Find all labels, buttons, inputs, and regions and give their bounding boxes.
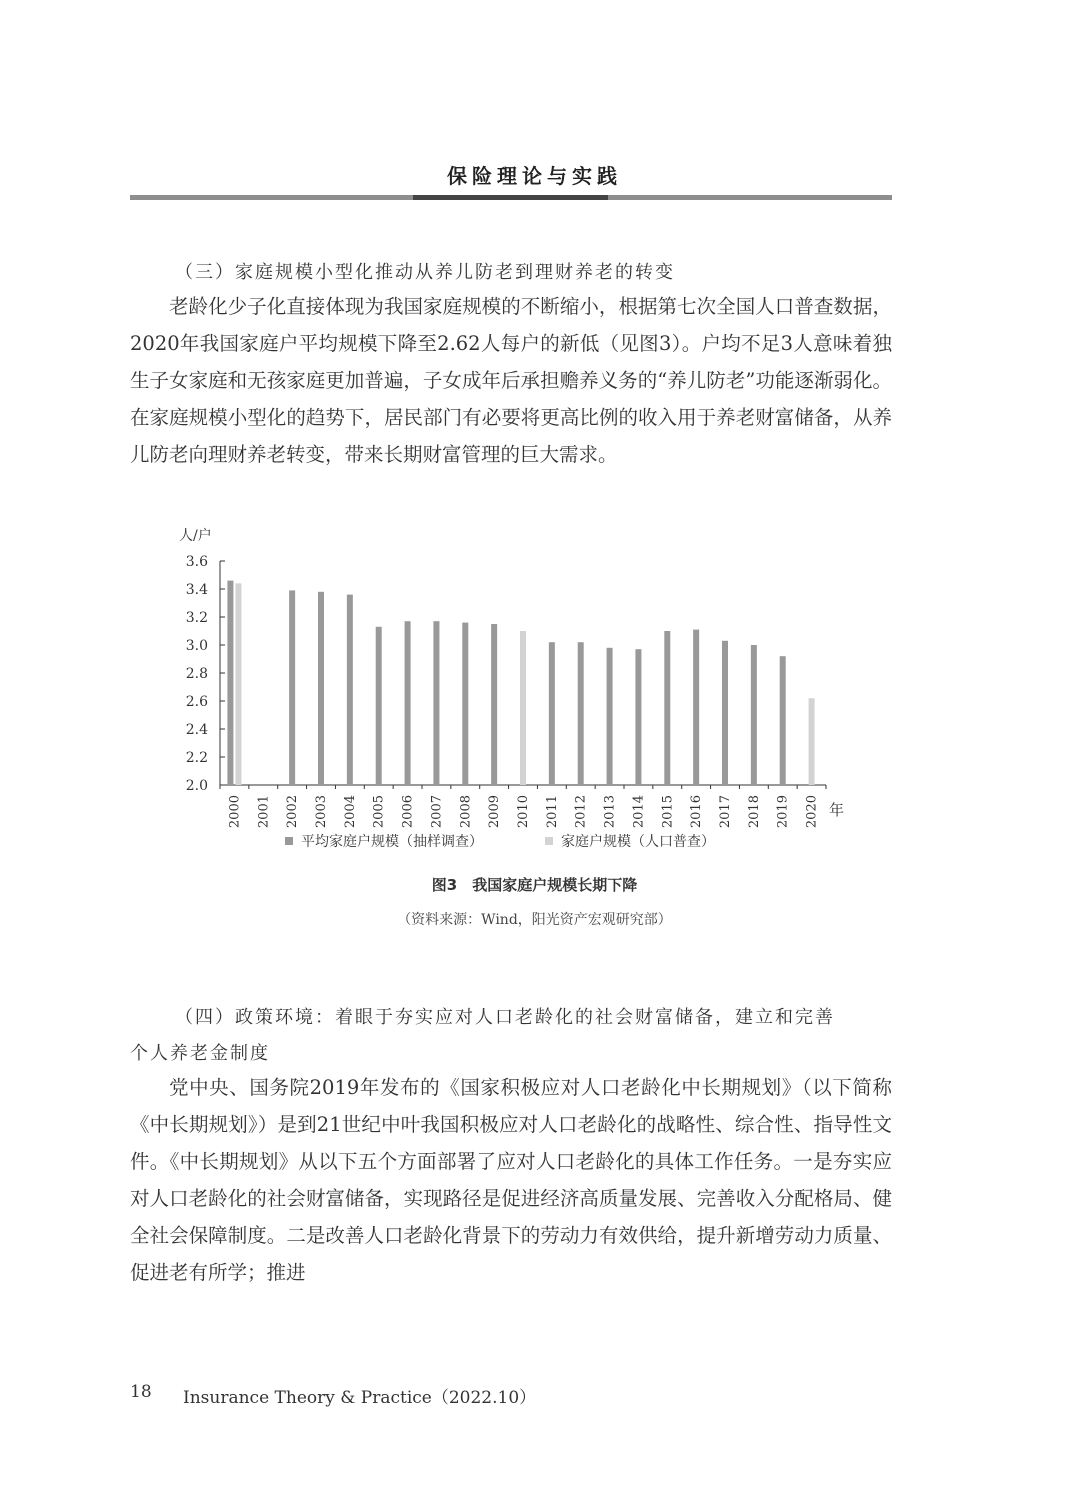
bar-sample-survey <box>751 645 757 785</box>
legend-label-census: 家庭户规模（人口普查） <box>561 834 715 850</box>
bar-sample-survey <box>607 648 613 785</box>
y-tick-label: 3.0 <box>185 638 208 654</box>
section-heading-4-line2: 个人养老金制度 <box>130 1043 270 1064</box>
x-tick-label: 2011 <box>544 795 560 829</box>
page-number: 18 <box>130 1382 152 1402</box>
header-rule-accent <box>413 195 608 200</box>
legend-swatch-census <box>545 837 553 845</box>
legend-label-sample-survey: 平均家庭户规模（抽样调查） <box>301 834 483 850</box>
x-tick-label: 2015 <box>660 795 676 829</box>
section-paragraph-3: 老龄化少子化直接体现为我国家庭规模的不断缩小，根据第七次全国人口普查数据，2020年我国家庭户平均规模下降至2.62人每户的新低（见图3）。户均不足3人意味着独生子女家庭和无孩家庭更加普遍，子女成年后承担赡养义务的“养儿防老”功能逐渐弱化。在家庭规模小型化的趋势下，居民部门有必要将更高比例的收入用于养老财富储备，从养儿防老向理财养老转变，带来长期财富管理的巨大需求。 <box>130 295 892 466</box>
y-tick-label: 3.4 <box>185 582 208 598</box>
x-tick-label: 2008 <box>458 795 474 829</box>
x-tick-label: 2007 <box>429 795 445 829</box>
y-tick-label: 2.8 <box>185 666 208 682</box>
x-tick-label: 2009 <box>487 795 503 829</box>
y-tick-label: 2.6 <box>185 694 208 710</box>
bar-sample-survey <box>549 642 555 785</box>
y-tick-label: 2.4 <box>185 722 208 738</box>
bar-sample-survey <box>433 621 439 785</box>
x-tick-label: 2003 <box>314 795 329 829</box>
x-tick-label: 2010 <box>516 795 531 829</box>
bar-census <box>809 698 815 785</box>
y-tick-label: 2.0 <box>185 778 208 794</box>
x-axis-label: 年 <box>829 801 845 819</box>
section-heading-3: （三）家庭规模小型化推动从养儿防老到理财养老的转变 <box>175 262 675 283</box>
x-tick-label: 2012 <box>573 795 589 829</box>
x-tick-label: 2020 <box>804 795 820 829</box>
x-tick-label: 2000 <box>227 795 243 829</box>
bar-sample-survey <box>289 590 295 785</box>
y-tick-label: 2.2 <box>185 750 208 766</box>
x-tick-label: 2017 <box>718 795 733 829</box>
journal-footer: Insurance Theory & Practice（2022.10） <box>183 1388 537 1408</box>
x-tick-label: 2004 <box>342 795 358 829</box>
bar-sample-survey <box>664 631 670 785</box>
figure-caption: 图3 我国家庭户规模长期下降 <box>431 876 638 894</box>
x-tick-label: 2001 <box>256 795 272 829</box>
x-tick-label: 2018 <box>746 795 762 829</box>
y-tick-label: 3.2 <box>185 610 208 626</box>
bar-census <box>520 631 526 785</box>
bar-sample-survey <box>780 656 786 785</box>
x-tick-label: 2016 <box>689 795 705 829</box>
bar-sample-survey <box>578 642 584 785</box>
section-heading-4-line1: （四）政策环境：着眼于夯实应对人口老龄化的社会财富储备，建立和完善 <box>175 1007 835 1028</box>
x-tick-label: 2005 <box>371 795 387 829</box>
x-tick-label: 2019 <box>775 795 791 829</box>
bar-sample-survey <box>405 621 411 785</box>
bar-sample-survey <box>376 627 382 785</box>
x-tick-label: 2002 <box>285 795 301 829</box>
x-tick-label: 2014 <box>631 795 647 829</box>
journal-header-title: 保险理论与实践 <box>447 164 622 188</box>
y-axis-label: 人/户 <box>179 528 212 544</box>
figure-source: （资料来源：Wind，阳光资产宏观研究部） <box>397 912 672 928</box>
bar-sample-survey <box>318 592 324 785</box>
x-tick-label: 2013 <box>602 795 618 829</box>
bar-sample-survey <box>635 649 641 785</box>
bar-sample-survey <box>693 630 699 785</box>
bar-sample-survey <box>722 641 728 785</box>
bar-sample-survey <box>491 624 497 785</box>
x-tick-label: 2006 <box>400 795 416 829</box>
bar-sample-survey <box>227 581 233 785</box>
bar-sample-survey <box>347 595 353 785</box>
y-tick-label: 3.6 <box>185 554 208 570</box>
section-paragraph-4: 党中央、国务院2019年发布的《国家积极应对人口老龄化中长期规划》（以下简称《中长期规划》）是到21世纪中叶我国积极应对人口老龄化的战略性、综合性、指导性文件。《中长期规划》从以下五个方面部署了应对人口老龄化的具体工作任务。一是夯实应对人口老龄化的社会财富储备，实现路径是促进经济高质量发展、完善收入分配格局、健全社会保障制度。二是改善人口老龄化背景下的劳动力有效供给，提升新增劳动力质量、促进老有所学；推进 <box>130 1076 892 1284</box>
bar-sample-survey <box>462 623 468 785</box>
bar-census <box>235 583 241 785</box>
legend-swatch-sample-survey <box>285 837 293 845</box>
household-size-bar-chart <box>160 520 880 865</box>
